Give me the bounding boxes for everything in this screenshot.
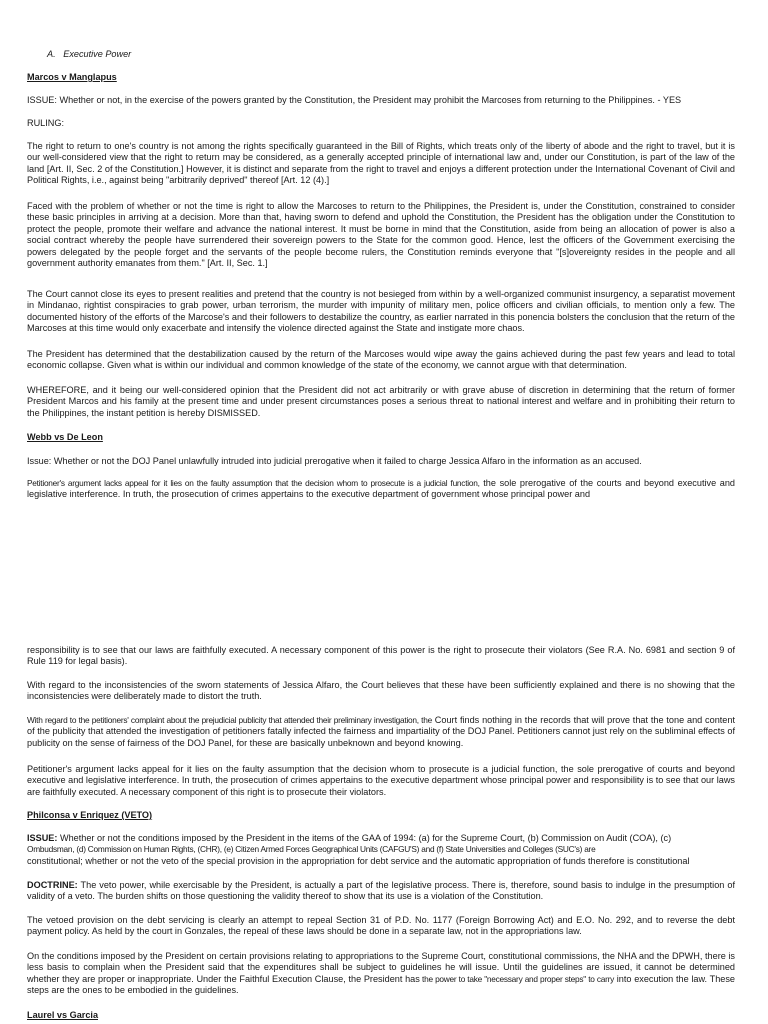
marcos-ruling-paragraph-1: The right to return to one's country is not among the rights specifically guaranteed in the Bill of Rights, which treats only of the liberty of abode and the right to travel, but it is our well-considered view that the right to return may be considered, as a generally accepted principle of international law and, under our Constitution, is part of the law of the land [Art. II, Sec. 2 of the Constitution.] However, it is distinct and separate from the right to travel and enjoys a different protection under the International Covenant of Civil and Political Rights, i.e., against being "arbitrarily deprived" thereof [Art. 12 (4).]	[27, 141, 735, 186]
section-title: Executive Power	[63, 49, 132, 59]
philconsa-issue-line-3: constitutional; whether or not the veto of the special provision in the appropriation for debt service and the automatic appropriation of funds therefore is constitutional	[27, 855, 690, 866]
marcos-ruling-label: RULING:	[27, 118, 65, 128]
webb-paragraph-4-lead: With regard to the petitioners' complaint about the prejudicial publicity that attended their preliminary investigation, the	[27, 715, 432, 725]
case-title-webb: Webb vs De Leon	[27, 432, 103, 442]
case-title-laurel: Laurel vs Garcia	[27, 1010, 99, 1020]
philconsa-doctrine-text: The veto power, while exercisable by the President, is actually a part of the legislative process. There is, therefore, sound basis to indulge in the presumption of validity of a veto. The burden shifts on those questioning the validity thereof to show that its use is a violation of the Constitution.	[27, 880, 735, 902]
philconsa-doctrine	[27, 880, 735, 903]
case-title-marcos: Marcos v Manglapus	[27, 72, 117, 82]
webb-paragraph-2: responsibility is to see that our laws are faithfully executed. A necessary component of this power is the right to prosecute their violators (See R.A. No. 6981 and section 9 of Rule 119 for legal basis).	[27, 645, 735, 667]
marcos-ruling-paragraph-4: The President has determined that the destabilization caused by the return of the Marcoses would wipe away the gains achieved during the past few years and lead to total economic collapse. Given what is within our individual and common knowledge of the state of the economy, we cannot argue with that determination.	[27, 349, 735, 371]
webb-paragraph-3: With regard to the inconsistencies of the sworn statements of Jessica Alfaro, the Court believes that these have been sufficiently explained and there is no showing that the inconsistencies were deliberately made to distort the truth.	[27, 680, 735, 702]
webb-paragraph-1-lead: Petitioner's argument lacks appeal for it lies on the faulty assumption that the decision whom to prosecute is a judicial function,	[27, 478, 480, 488]
philconsa-issue-line-1: Whether or not the conditions imposed by the President in the items of the GAA of 1994: (a) for the Supreme Court, (b) Commission on Audit (COA), (c)	[57, 833, 672, 843]
webb-paragraph-4	[27, 715, 735, 749]
webb-paragraph-4-rest: Court finds nothing in the records that will prove that the tone and content of the publicity that attended the investigation of petitioners fatally infected the fairness and impartiality of the DOJ Panel. Petitioners cannot just rely on the subliminal effects of publicity on the sense of fairness of the DOJ Panel, for these are basically unbeknown and beyond knowing.	[27, 715, 735, 748]
case-title-philconsa: Philconsa v Enriquez (VETO)	[27, 810, 153, 820]
marcos-ruling-paragraph-3: The Court cannot close its eyes to present realities and pretend that the country is not besieged from within by a well-organized communist insurgency, a separatist movement in Mindanao, rightist conspiracies to grab power, urban terrorism, the murder with impunity of military men, police officers and civilian officials, to mention only a few. The documented history of the efforts of the Marcose's and their followers to destabilize the country, as earlier narrated in this ponencia bolsters the conclusion that the return of the Marcoses at this time would only exacerbate and intensify the violence directed against the State and instigate more chaos.	[27, 289, 735, 334]
webb-paragraph-5: Petitioner's argument lacks appeal for it lies on the faulty assumption that the decision whom to prosecute is a judicial function, the sole prerogative of courts and beyond executive and legislative interference. In truth, the prosecution of crimes appertains to the executive department whose principal power and responsibility is to see that our laws are faithfully executed. A necessary component of this right is to prosecute their violators.	[27, 764, 735, 797]
webb-paragraph-1-rest: the sole prerogative of the courts and beyond executive and legislative interference. In truth, the prosecution of crimes appertains to the executive department of government whose principal power and	[27, 478, 735, 500]
marcos-ruling-paragraph-2: Faced with the problem of whether or not the time is right to allow the Marcoses to return to the Philippines, the President is, under the Constitution, constrained to consider these basic principles in arriving at a decision. More than that, having sworn to defend and uphold the Constitution, the President has the obligation under the Constitution to protect the people, promote their welfare and advance the national interest. It must be borne in mind that the Constitution, aside from being an allocation of power is also a social contract whereby the people have surrendered their sovereign powers to the State for the common good. Hence, lest the officers of the Government exercising the powers delegated by the people forget and the servants of the people become rulers, the Constitution reminds everyone that "[s]overeignty resides in the people and all government authority emanates from them." [Art. II, Sec. 1.]	[27, 201, 735, 269]
webb-issue: Issue: Whether or not the DOJ Panel unlawfully intruded into judicial prerogative when it failed to charge Jessica Alfaro in the information as an accused.	[27, 456, 642, 466]
philconsa-paragraph-1: The vetoed provision on the debt servicing is clearly an attempt to repeal Section 31 of P.D. No. 1177 (Foreign Borrowing Act) and E.O. No. 292, and to reverse the debt payment policy. As held by the court in Gonzales, the repeal of these laws should be done in a separate law, not in the appropriations law.	[27, 915, 735, 937]
philconsa-paragraph-2-quote: the power to take "necessary and proper steps" to carry	[419, 973, 615, 984]
section-letter: A.	[47, 49, 56, 59]
webb-paragraph-1	[27, 478, 735, 501]
philconsa-issue	[27, 833, 735, 867]
philconsa-doctrine-label: DOCTRINE:	[27, 880, 78, 890]
marcos-wherefore: WHEREFORE, and it being our well-considered opinion that the President did not act arbitrarily or with grave abuse of discretion in determining that the return of former President Marcos and his family at the present time and under present circumstances poses a serious threat to national interest and welfare and in prohibiting their return to the Philippines, the instant petition is hereby DISMISSED.	[27, 385, 735, 418]
marcos-issue: ISSUE: Whether or not, in the exercise of the powers granted by the Constitution, the President may prohibit the Marcoses from returning to the Philippines. - YES	[27, 95, 682, 105]
philconsa-paragraph-2-end: into execution the law. These steps are the ones to be embodied in the guidelines.	[27, 973, 735, 996]
philconsa-issue-line-2: Ombudsman, (d) Commission on Human Rights, (CHR), (e) Citizen Armed Forces Geographical Units (CAFGU'S) and (f) State Universities and Colleges (SUC's) are	[27, 844, 596, 855]
philconsa-paragraph-2	[27, 951, 735, 997]
section-heading	[47, 49, 755, 60]
philconsa-issue-label: ISSUE:	[27, 833, 58, 843]
philconsa-paragraph-2-main: On the conditions imposed by the President on certain provisions relating to appropriations to the Supreme Court, constitutional commissions, the NHA and the DPWH, there is less basis to complain when the President said that the expenditures shall be subject to guidelines he will issue. Until the guidelines are issued, it cannot be determined whether they are proper or inappropriate. Under the Faithful Execution Clause, the President has	[27, 951, 735, 984]
